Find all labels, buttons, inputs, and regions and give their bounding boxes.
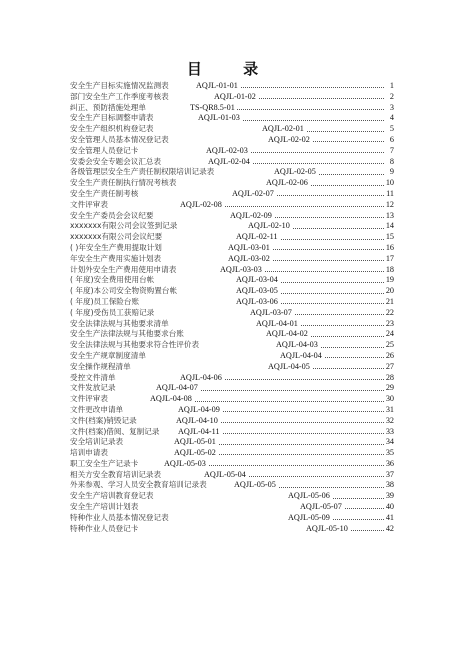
toc-entry[interactable]	[70, 92, 394, 103]
toc-entry-title: 纠正、预防措施处理单	[70, 102, 146, 112]
toc-entry-code: AQJL-05-04	[204, 469, 246, 479]
toc-entry-code: AQJL-03-05	[236, 286, 278, 296]
toc-entry[interactable]	[70, 103, 394, 114]
toc-entry[interactable]	[70, 524, 394, 535]
toc-entry-title: 计划外安全生产费用使用申请表	[70, 264, 177, 274]
toc-entry-code: AQJL-02-02	[268, 134, 310, 144]
toc-entry[interactable]	[70, 405, 394, 416]
toc-entry-page-number: 11	[386, 188, 394, 198]
toc-entry-page-number: 3	[389, 102, 394, 112]
toc-entry-title: 安全生产培训计划表	[70, 502, 139, 512]
toc-entry-page-number: 30	[385, 394, 394, 404]
toc-heading: 目 录	[186, 60, 277, 78]
toc-entry-title: 安全法律法规与其他要求符合性评价表	[70, 340, 200, 350]
toc-entry[interactable]	[70, 146, 394, 157]
toc-entry-page-number: 32	[385, 415, 394, 425]
toc-entry-page-number: 8	[389, 156, 394, 166]
toc-entry-page-number: 17	[385, 253, 394, 263]
toc-entry-page-number: 13	[385, 210, 394, 220]
toc-entry-code: AQJL-03-04	[236, 275, 278, 285]
toc-entry-code: AQJL-05-01	[174, 437, 216, 447]
toc-entry[interactable]	[70, 254, 394, 265]
toc-entry-title: 文件评审表	[70, 394, 108, 404]
toc-entry[interactable]	[70, 502, 394, 513]
toc-entry-code: AQJL-05-03	[164, 458, 206, 468]
toc-entry-page-number: 7	[389, 145, 394, 155]
toc-entry-page-number: 37	[385, 469, 394, 479]
toc-entry-code: AQJL-04-05	[268, 361, 310, 371]
toc-entry-page-number: 1	[389, 81, 394, 90]
toc-entry[interactable]	[70, 221, 394, 232]
toc-entry-title: 安全生产组织机构登记表	[70, 124, 154, 134]
toc-entry-title: 安全培训记录表	[70, 437, 124, 447]
toc-entry-title: 文件(档案)借阅、复制记录	[70, 426, 160, 436]
toc-entry-code: AQJL-03-06	[236, 296, 278, 306]
toc-entry-title: 部门安全生产工作季度考核表	[70, 91, 169, 101]
toc-entry[interactable]	[70, 491, 394, 502]
toc-entry[interactable]	[70, 135, 394, 146]
toc-entry-title: 安全生产目标实施情况监测表	[70, 81, 169, 90]
toc-entry-title: 安全生产规章制度清单	[70, 350, 146, 360]
toc-entry-title: 培训申请表	[70, 448, 108, 458]
toc-entry-page-number: 6	[389, 134, 394, 144]
toc-entry[interactable]	[70, 448, 394, 459]
toc-entry-code: AQJL-02-11	[236, 232, 278, 242]
toc-entry-page-number: 24	[385, 329, 394, 339]
toc-entry[interactable]	[70, 178, 394, 189]
toc-entry[interactable]	[70, 81, 394, 92]
toc-entry-page-number: 25	[385, 340, 394, 350]
toc-entry-title: xxxxxxx有限公司会议签到记录	[70, 221, 178, 231]
toc-entry-code: AQJL-05-02	[174, 448, 216, 458]
toc-entry[interactable]	[70, 232, 394, 243]
toc-entry[interactable]	[70, 265, 394, 276]
toc-entry-title: 文件(档案)销毁记录	[70, 415, 137, 425]
toc-entry-page-number: 38	[385, 480, 394, 490]
toc-entry-page-number: 2	[389, 91, 394, 101]
toc-entry-page-number: 34	[385, 437, 394, 447]
toc-entry-page-number: 5	[389, 124, 394, 134]
toc-entry-page-number: 40	[385, 502, 394, 512]
toc-entry-page-number: 29	[385, 383, 394, 393]
toc-entry-page-number: 41	[385, 512, 394, 522]
toc-entry-code: AQJL-02-04	[208, 156, 250, 166]
toc-entry-title: xxxxxxx有限公司会议纪要	[70, 232, 163, 242]
toc-entry[interactable]	[70, 275, 394, 286]
toc-entry-page-number: 10	[385, 178, 394, 188]
toc-entry-title: ( 年度)安全费用使用台帐	[70, 275, 155, 285]
toc-entry-code: AQJL-01-03	[198, 113, 240, 123]
toc-entry-code: AQJL-03-03	[220, 264, 262, 274]
toc-entry-page-number: 31	[385, 404, 394, 414]
toc-entry[interactable]	[70, 394, 394, 405]
toc-entry-page-number: 15	[385, 232, 394, 242]
toc-entry-page-number: 16	[385, 242, 394, 252]
toc-entry-title: 安全生产责任制考核	[70, 188, 139, 198]
toc-entry-code: AQJL-02-07	[232, 188, 274, 198]
toc-entry-code: AQJL-04-11	[178, 426, 220, 436]
toc-entry-title: 安全法律法规与其他要求清单	[70, 318, 169, 328]
toc-entry-title: 职工安全生产记录卡	[70, 458, 139, 468]
toc-entry-page-number: 14	[385, 221, 394, 231]
toc-entry-title: 安全生产委员会会议纪要	[70, 210, 154, 220]
toc-entry-page-number: 21	[385, 296, 394, 306]
toc-entry-page-number: 18	[385, 264, 394, 274]
toc-entry[interactable]	[70, 167, 394, 178]
toc-entry-page-number: 28	[385, 372, 394, 382]
toc-entry-page-number: 39	[385, 491, 394, 501]
toc-entry-title: 文件更改申请单	[70, 404, 124, 414]
toc-entry-code: AQJL-01-01	[196, 81, 238, 90]
toc-entry-title: ( 年度)员工保险台账	[70, 296, 140, 306]
toc-entry-title: 安全生产责任制执行情况考核表	[70, 178, 177, 188]
toc-entry-title: 受控文件清单	[70, 372, 116, 382]
toc-entry-code: AQJL-02-06	[266, 178, 308, 188]
toc-entry-code: AQJL-02-08	[180, 199, 222, 209]
toc-entry[interactable]	[70, 211, 394, 222]
toc-entry[interactable]	[70, 416, 394, 427]
toc-entry-code: AQJL-05-10	[306, 523, 348, 533]
toc-entry[interactable]	[70, 329, 394, 340]
toc-entry-page-number: 12	[385, 199, 394, 209]
toc-entry-title: 相关方安全教育培训记录表	[70, 469, 162, 479]
toc-entry-page-number: 4	[389, 113, 394, 123]
toc-entry-page-number: 22	[385, 307, 394, 317]
toc-entry[interactable]	[70, 340, 394, 351]
toc-entry-title: ( 年度)受伤员工获赔记录	[70, 307, 155, 317]
toc-entry-title: 各级管理层安全生产责任制权限培训记录表	[70, 167, 215, 177]
toc-entry[interactable]	[70, 373, 394, 384]
toc-entry-code: AQJL-02-09	[230, 210, 272, 220]
toc-entry-code: AQJL-02-05	[274, 167, 316, 177]
toc-entry-title: 安全生产法律法规与其他要求台账	[70, 329, 184, 339]
toc-entry-title: 安全生产培训教育登记表	[70, 491, 154, 501]
toc-entry-code: AQJL-03-01	[228, 242, 270, 252]
toc-entry-title: 文件发放记录	[70, 383, 116, 393]
toc-entry[interactable]	[70, 427, 394, 438]
toc-entry-code: AQJL-03-02	[228, 253, 270, 263]
toc-entry-code: AQJL-05-06	[288, 491, 330, 501]
toc-entry-code: AQJL-04-10	[176, 415, 218, 425]
toc-entry-page-number: 36	[385, 458, 394, 468]
toc-entry[interactable]	[70, 286, 394, 297]
toc-entry[interactable]	[70, 459, 394, 470]
toc-entry[interactable]	[70, 351, 394, 362]
toc-entry-code: AQJL-03-07	[250, 307, 292, 317]
toc-entry-code: AQJL-04-06	[180, 372, 222, 382]
toc-entry-page-number: 20	[385, 286, 394, 296]
toc-entry[interactable]	[70, 113, 394, 124]
toc-entry-code: AQJL-04-03	[276, 340, 318, 350]
toc-entry-title: 特种作业人员登记卡	[70, 523, 139, 533]
toc-entry-code: AQJL-05-09	[288, 512, 330, 522]
toc-entry-page-number: 27	[385, 361, 394, 371]
toc-entry[interactable]	[70, 243, 394, 254]
toc-entry-page-number: 35	[385, 448, 394, 458]
table-of-contents	[70, 81, 394, 534]
toc-entry-page-number: 33	[385, 426, 394, 436]
toc-entry[interactable]	[70, 319, 394, 330]
toc-entry-page-number: 42	[385, 523, 394, 533]
toc-entry[interactable]	[70, 189, 394, 200]
toc-entry[interactable]	[70, 470, 394, 481]
toc-entry-code: AQJL-04-01	[256, 318, 298, 328]
toc-entry-code: AQJL-04-02	[266, 329, 308, 339]
toc-entry-code: AQJL-02-03	[206, 145, 248, 155]
toc-entry-title: ( )年安全生产费用提取计划	[70, 242, 162, 252]
toc-entry-code: AQJL-04-04	[280, 350, 322, 360]
toc-entry[interactable]	[70, 437, 394, 448]
toc-entry[interactable]	[70, 297, 394, 308]
toc-entry-title: 安全管理人员基本情况登记表	[70, 134, 169, 144]
toc-entry-title: 特种作业人员基本情况登记表	[70, 512, 169, 522]
toc-entry-code: AQJL-05-05	[234, 480, 276, 490]
toc-entry[interactable]	[70, 308, 394, 319]
toc-entry-title: 安全操作规程清单	[70, 361, 131, 371]
toc-entry-page-number: 19	[385, 275, 394, 285]
toc-entry-code: AQJL-02-01	[262, 124, 304, 134]
toc-entry-page-number: 26	[385, 350, 394, 360]
toc-entry[interactable]	[70, 157, 394, 168]
toc-entry-page-number: 23	[385, 318, 394, 328]
toc-entry[interactable]	[70, 480, 394, 491]
toc-entry[interactable]	[70, 513, 394, 524]
toc-entry-title: 安委会安全专题会议汇总表	[70, 156, 162, 166]
toc-entry-title: ( 年度)本公司安全物资购置台帐	[70, 286, 178, 296]
toc-entry[interactable]	[70, 200, 394, 211]
toc-entry-title: 安全管理人员登记卡	[70, 145, 139, 155]
toc-entry-code: AQJL-04-07	[156, 383, 198, 393]
toc-entry-title: 年安全生产费用实施计划表	[70, 253, 162, 263]
toc-entry-title: 安全生产目标调整申请表	[70, 113, 154, 123]
toc-entry[interactable]	[70, 362, 394, 373]
toc-entry-code: AQJL-05-07	[300, 502, 342, 512]
toc-entry[interactable]	[70, 383, 394, 394]
toc-entry-code: AQJL-01-02	[214, 91, 256, 101]
toc-entry[interactable]	[70, 124, 394, 135]
toc-entry-code: AQJL-04-08	[150, 394, 192, 404]
toc-entry-code: AQJL-04-09	[178, 404, 220, 414]
toc-entry-title: 外来参观、学习人员安全教育培训记录表	[70, 480, 207, 490]
toc-entry-page-number: 9	[389, 167, 394, 177]
toc-entry-code: TS-QR8.5-01	[190, 102, 235, 112]
toc-entry-code: AQJL-02-10	[248, 221, 290, 231]
toc-entry-title: 文件评审表	[70, 199, 108, 209]
